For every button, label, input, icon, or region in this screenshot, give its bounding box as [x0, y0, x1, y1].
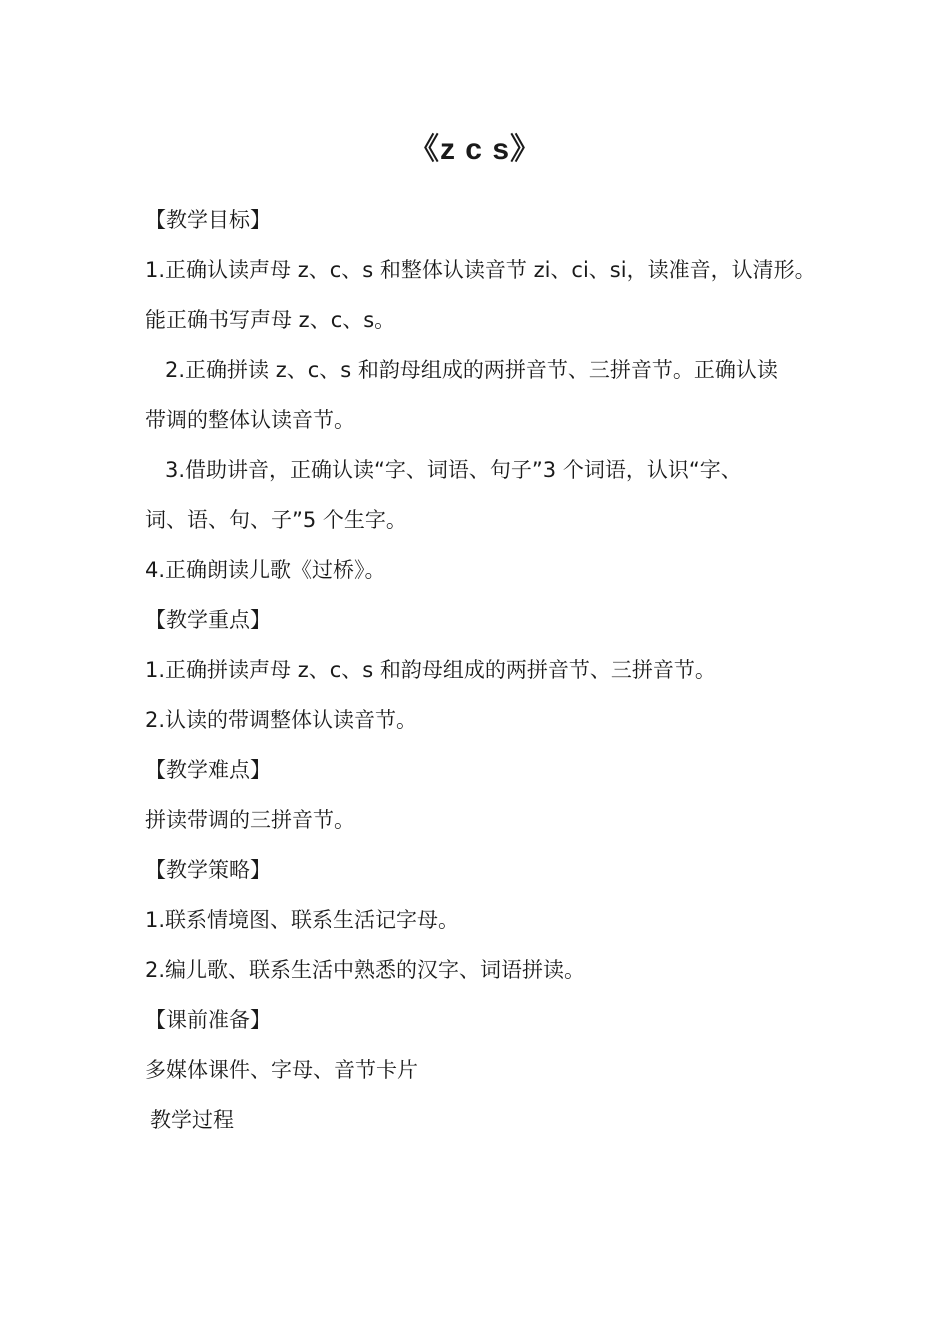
objective-2-line-2: 带调的整体认读音节。 [145, 408, 355, 432]
section-heading-strategies: 【教学策略】 [145, 858, 271, 882]
key-point-1: 1.正确拼读声母 z、c、s 和韵母组成的两拼音节、三拼音节。 [145, 658, 716, 682]
key-point-2: 2.认读的带调整体认读音节。 [145, 708, 418, 732]
strategy-1: 1.联系情境图、联系生活记字母。 [145, 908, 460, 932]
objective-2-line-1: 2.正确拼读 z、c、s 和韵母组成的两拼音节、三拼音节。正确认读 [165, 358, 778, 382]
objective-1-line-1: 1.正确认读声母 z、c、s 和整体认读音节 zi、ci、si，读准音，认清形。 [145, 258, 816, 282]
section-heading-objectives: 【教学目标】 [145, 208, 271, 232]
preparation-materials: 多媒体课件、字母、音节卡片 [145, 1058, 418, 1082]
document-title: 《z c s》 [408, 133, 542, 166]
section-heading-difficulties: 【教学难点】 [145, 758, 271, 782]
objective-4: 4.正确朗读儿歌《过桥》。 [145, 558, 386, 582]
section-heading-preparation: 【课前准备】 [145, 1008, 271, 1032]
objective-3-line-2: 词、语、句、子”5 个生字。 [145, 508, 407, 532]
strategy-2: 2.编儿歌、联系生活中熟悉的汉字、词语拼读。 [145, 958, 586, 982]
section-heading-process: 教学过程 [150, 1108, 234, 1132]
objective-1-line-2: 能正确书写声母 z、c、s。 [145, 308, 396, 332]
section-heading-key-points: 【教学重点】 [145, 608, 271, 632]
difficulty-1: 拼读带调的三拼音节。 [145, 808, 355, 832]
document-body [145, 195, 825, 1145]
objective-3-line-1: 3.借助讲音，正确认读“字、词语、句子”3 个词语，认识“字、 [165, 458, 742, 482]
